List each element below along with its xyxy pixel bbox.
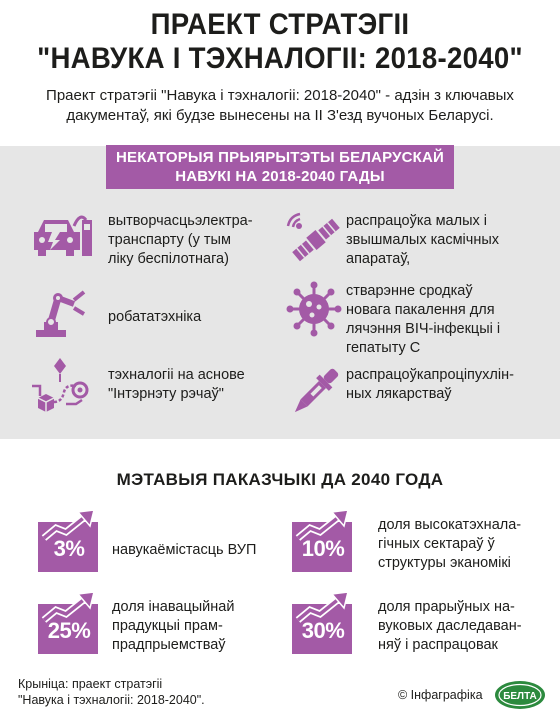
source-line-2: "Навука і тэхналогіі: 2018-2040".	[18, 693, 205, 707]
intro-line-2: дакументаў, які будзе вынесены на ІІ З'езд вучоных Беларусі.	[66, 107, 494, 124]
priority-text-6	[346, 366, 514, 404]
indicator-2-line-2: гічных сектараў ў	[378, 536, 495, 552]
indicator-text-3	[112, 598, 234, 655]
title-line-2: "НАВУКА І ТЭХНАЛОГІІ: 2018-2040"	[37, 42, 523, 75]
priority-4-line-1: стварэнне сродкаў	[346, 283, 473, 299]
satellite-icon	[282, 210, 346, 268]
indicator-value-1: 3%	[53, 536, 85, 561]
priorities-heading-line-1: НЕКАТОРЫЯ ПРЫЯРЫТЭТЫ БЕЛАРУСКАЙ	[115, 149, 445, 166]
priority-6-line-2: ных лякарстваў	[346, 386, 452, 402]
priority-1-line-2: транспарту (у тым	[108, 232, 231, 248]
priorities-heading-line-2: НАВУКІ НА 2018-2040 ГАДЫ	[175, 168, 385, 185]
indicator-3-line-3: прадпрыемстваў	[112, 637, 226, 653]
indicator-badge-1	[38, 508, 104, 574]
intro-line-1: Праект стратэгіі "Навука і тэхналогіі: 2018-2040" - адзін з ключавых	[46, 87, 514, 104]
indicator-badge-3	[38, 590, 104, 656]
priority-3-line-1: робататэхніка	[108, 309, 202, 325]
indicator-value-2: 10%	[301, 536, 345, 561]
indicator-text-4	[378, 598, 522, 655]
robotic-arm-icon	[30, 282, 94, 340]
indicator-value-3: 25%	[47, 618, 91, 643]
intro-text	[30, 86, 530, 126]
virus-icon	[282, 280, 346, 338]
belta-logo-text: БЕЛТА	[503, 691, 537, 702]
title-line-1: ПРАЕКТ СТРАТЭГІІ	[150, 8, 410, 41]
priorities-heading	[106, 145, 454, 189]
priority-1-line-1: вытворчасцьэлектра-	[108, 213, 253, 229]
priority-text-1	[108, 212, 253, 269]
indicator-4-line-2: вуковых даследаван-	[378, 618, 522, 634]
internet-of-things-icon	[30, 356, 94, 414]
indicators-heading: МЭТАВЫЯ ПАКАЗЧЫКІ ДА 2040 ГОДА	[116, 470, 444, 489]
priority-2-line-3: апаратаў,	[346, 251, 411, 267]
priority-text-3	[108, 308, 201, 327]
indicator-4-line-3: няў і распрацовак	[378, 637, 498, 653]
indicator-text-1	[112, 541, 256, 560]
electric-car-charging-icon	[30, 206, 94, 264]
indicator-3-line-1: доля інавацыйнай	[112, 599, 235, 615]
priority-text-2	[346, 212, 499, 269]
priority-text-5	[108, 366, 245, 404]
indicator-2-line-3: структуры эканомікі	[378, 555, 511, 571]
indicator-badge-2	[292, 508, 358, 574]
priority-5-line-1: тэхналогіі на аснове	[108, 367, 245, 383]
priority-text-4	[346, 282, 500, 358]
indicator-1-line-1: навукаёмістасць ВУП	[112, 542, 257, 558]
priority-5-line-2: "Інтэрнэту рэчаў"	[108, 386, 224, 402]
pipette-icon	[282, 364, 346, 422]
priority-2-line-1: распрацоўка малых і	[346, 213, 487, 229]
indicator-badge-4	[292, 590, 358, 656]
priority-4-line-4: гепатыту С	[346, 340, 421, 356]
indicator-value-4: 30%	[301, 618, 345, 643]
page-title	[0, 8, 560, 76]
priority-2-line-2: звышмалых касмічных	[346, 232, 500, 248]
indicator-2-line-1: доля высокатэхнала-	[378, 517, 522, 533]
indicator-3-line-2: прадукцыі прам-	[112, 618, 223, 634]
priority-6-line-1: распрацоўкапроціпухлін-	[346, 367, 514, 383]
priority-1-line-3: ліку беспілотнага)	[108, 251, 229, 267]
infographic-credit: © Інфаграфіка	[398, 688, 483, 702]
indicator-text-2	[378, 516, 521, 573]
source-note	[18, 676, 205, 708]
belta-logo	[494, 680, 546, 710]
source-line-1: Крыніца: праект стратэгіі	[18, 677, 163, 691]
priority-4-line-3: лячэння ВІЧ-інфекцыі і	[346, 321, 501, 337]
priority-4-line-2: новага пакалення для	[346, 302, 495, 318]
indicator-4-line-1: доля прарыўных на-	[378, 599, 515, 615]
